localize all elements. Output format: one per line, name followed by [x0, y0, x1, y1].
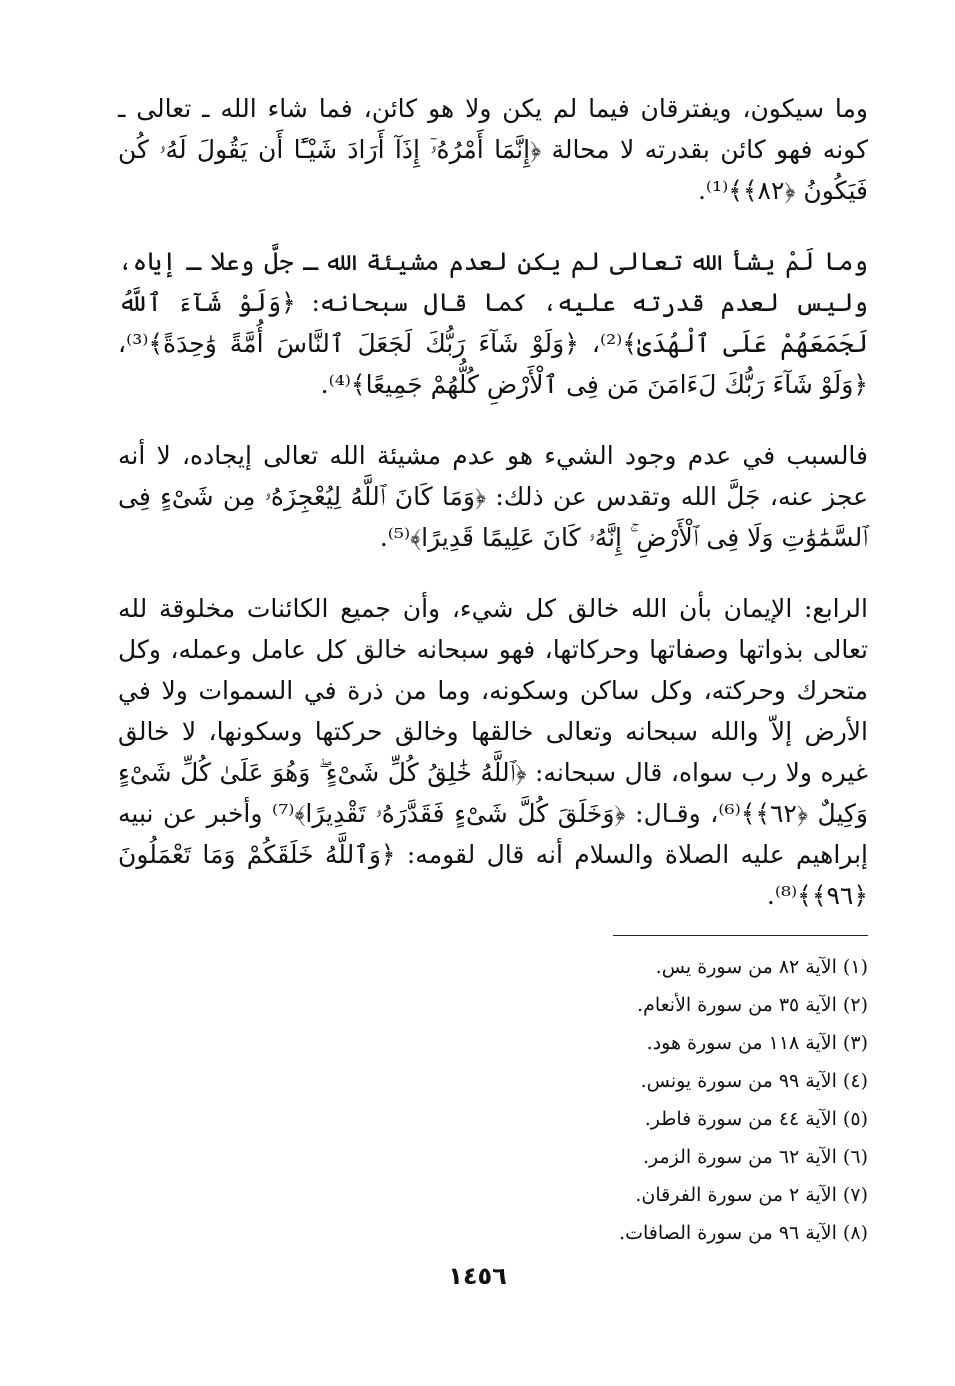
footnote-2: (٢) الآية ٣٥ من سورة الأنعام. [637, 994, 868, 1016]
footnote-3: (٣) الآية ١١٨ من سورة هود. [646, 1032, 868, 1054]
footnote-6: (٦) الآية ٦٢ من سورة الزمر. [642, 1146, 868, 1168]
paragraph-3: فالسبب في عدم وجود الشيء هو عدم مشيئة الله تعالى إيجاده، لا أنه عجز عنه، جَلَّ الله وتقدس عن ذلك: ﴿وَمَا كَانَ ٱللَّهُ لِيُعْجِزَهُۥ مِن شَىْءٍ فِى ٱلسَّمَٰوَٰتِ وَلَا فِى ٱلْأَرْضِ ۚ إِنَّهُۥ كَانَ عَلِيمًا قَدِيرًا﴾⁽⁵⁾. [118, 441, 868, 552]
footnote-1: (١) الآية ٨٢ من سورة يس. [655, 956, 868, 978]
paragraph-4: الرابع: الإيمان بأن الله خالق كل شيء، وأن جميع الكائنات مخلوقة لله تعالى بذواتها وصفاتها وحركاتها، فهو سبحانه خالق كل عامل وعمله، وكل متحرك وحركته، وكل ساكن وسكونه، وما من ذرة في السموات ولا في الأرض إلاّ والله سبحانه وتعالى خالقها وخالق حركتها وسكونها، لا خالق غيره ولا رب سواه، قال سبحانه: ﴿ٱللَّهُ خَٰلِقُ كُلِّ شَىْءٍ ۖ وَهُوَ عَلَىٰ كُلِّ شَىْءٍ وَكِيلٌ ﴿٦٢﴾﴾⁽⁶⁾، وقـال: ﴿وَخَلَقَ كُلَّ شَىْءٍ فَقَدَّرَهُۥ تَقْدِيرًا﴾⁽⁷⁾ وأخبر عن نبيه إبراهيم عليه الصلاة والسلام أنه قال لقومه: ﴿وَٱللَّهُ خَلَقَكُمْ وَمَا تَعْمَلُونَ ﴿٩٦﴾﴾⁽⁸⁾. [118, 594, 868, 910]
paragraph-1: وما سيكون، ويفترقان فيما لم يكن ولا هو كائن، فما شاء الله ـ تعالى ـ كونه فهو كائن بقدرته لا محالة ﴿إِنَّمَا أَمْرُهُۥٓ إِذَآ أَرَادَ شَيْـًٔا أَن يَقُولَ لَهُۥ كُن فَيَكُونُ ﴿٨٢﴾﴾⁽¹⁾. [118, 94, 868, 205]
paragraph-2: وما لَمْ يشأ الله تعالى لم يكن لعدم مشيئة الله ـ جلَّ وعلا ـ إياه، وليس لعدم قدرته عليه، كما قال سبحانه: ﴿وَلَوْ شَآءَ ٱللَّهُ لَجَمَعَهُمْ عَلَى ٱلْهُدَىٰ﴾⁽²⁾، ﴿وَلَوْ شَآءَ رَبُّكَ لَجَعَلَ ٱلنَّاسَ أُمَّةً وَٰحِدَةً﴾⁽³⁾، ﴿وَلَوْ شَآءَ رَبُّكَ لَءَامَنَ مَن فِى ٱلْأَرْضِ كُلُّهُمْ جَمِيعًا﴾⁽⁴⁾. [118, 247, 868, 399]
footnotes [508, 948, 868, 1252]
footnote-4: (٤) الآية ٩٩ من سورة يونس. [640, 1070, 868, 1092]
page-number: ١٤٥٦ [448, 1262, 507, 1290]
footnote-8: (٨) الآية ٩٦ من سورة الصافات. [619, 1222, 868, 1244]
footnote-5: (٥) الآية ٤٤ من سورة فاطر. [644, 1108, 868, 1130]
footnote-7: (٧) الآية ٢ من سورة الفرقان. [635, 1184, 868, 1206]
footnote-separator [613, 935, 868, 936]
main-text [118, 88, 868, 946]
